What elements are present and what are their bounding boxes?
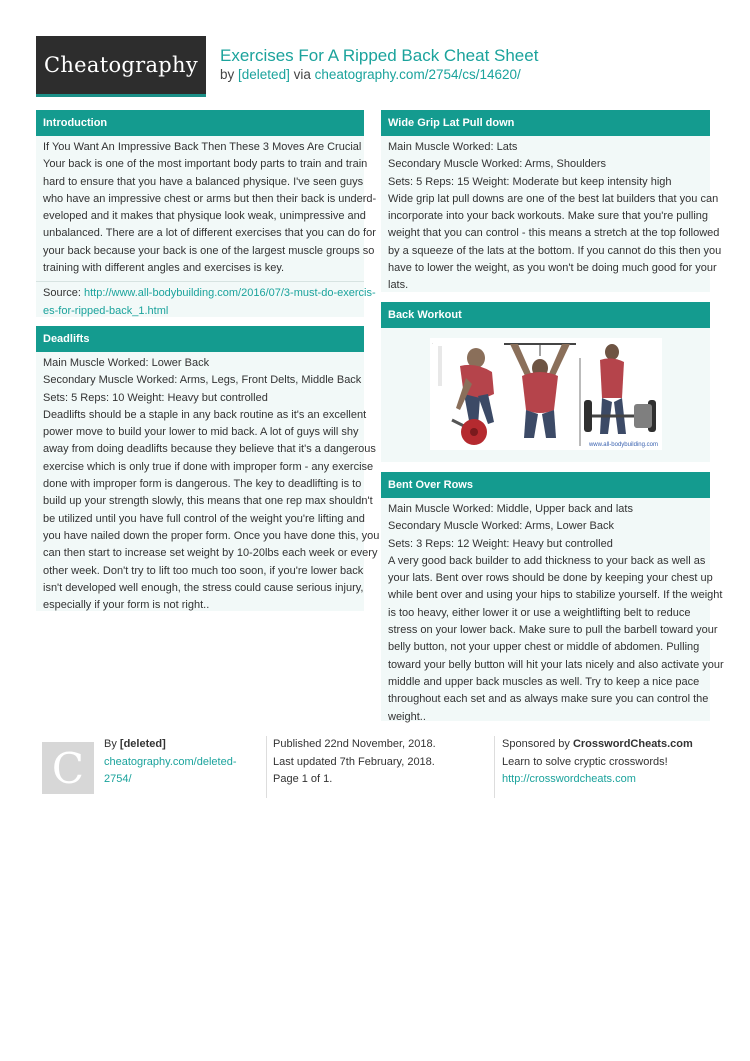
text-line: done with improper form is dangerous. The key to deadlifting is to <box>43 478 362 491</box>
text-line: especially if your form is not right.. <box>43 599 210 612</box>
text-line: by a squeeze of the lats at the bottom. If you cannot do this then you <box>388 244 722 257</box>
text-line: lats. <box>388 279 409 292</box>
text-line: build up your strength slowly, this means that one rep max shouldn't <box>43 495 373 508</box>
section-body <box>381 498 724 726</box>
text-line: Main Muscle Worked: Lower Back <box>43 357 210 369</box>
avatar: C <box>42 742 94 794</box>
cheatography-logo[interactable]: Cheatography <box>36 36 206 94</box>
back-workout-illustration <box>430 338 662 450</box>
section-back-workout <box>381 302 710 462</box>
section-heading: Wide Grip Lat Pull down <box>381 110 710 136</box>
sponsor-prefix: Sponsored by <box>502 738 570 750</box>
sponsor-tagline: Learn to solve cryptic crosswords! <box>502 755 668 768</box>
footer-divider <box>266 736 267 798</box>
text-line: isn't developed well enough, the stress could cause serious injury, <box>43 581 364 594</box>
text-line: exercise which is only true if done with improper form - any exercise <box>43 460 374 473</box>
text-line: Your back is one of the most important body parts to train and train <box>43 158 368 171</box>
text-line: eveloped and it makes that physique look weak, unimpressive and <box>43 210 366 223</box>
text-line: belly button, not your upper chest or middle of abdomen. Pulling <box>388 641 700 654</box>
page-number: Page 1 of 1. <box>273 773 333 785</box>
cheatsheet-url-link[interactable]: cheatography.com/2754/cs/14620/ <box>314 67 521 82</box>
section-deadlifts <box>36 326 380 612</box>
section-body <box>36 352 380 614</box>
text-line: stress on your lower back. Make sure to pull the barbell toward your <box>388 624 718 637</box>
source-note <box>36 282 376 324</box>
text-line: other week. Don't try to lift too much too soon, if you're lower back <box>43 564 364 577</box>
text-line: A very good back builder to add thickness to your back as well as <box>388 554 706 567</box>
svg-text:.: . <box>431 340 433 345</box>
text-line: Secondary Muscle Worked: Arms, Shoulders <box>388 158 607 171</box>
text-line: Wide grip lat pull downs are one of the best lat builders that you can <box>388 192 719 205</box>
text-line: your lats. Bent over rows should be done by keeping your chest up <box>388 572 713 585</box>
text-line: your back because your back is one of the largest muscle groups so <box>43 244 375 257</box>
footer-author-name: [deleted] <box>119 738 166 750</box>
text-line: Secondary Muscle Worked: Arms, Legs, Front Delts, Middle Back <box>43 374 362 387</box>
text-line: toward your belly button will hit your lats nicely and also activate your <box>388 658 724 671</box>
text-line: unbalanced. There are a lot of different exercises that you can do for <box>43 227 376 240</box>
text-line: Deadlifts should be a staple in any back routine as it's an excellent <box>43 408 367 421</box>
footer-divider <box>494 736 495 798</box>
section-body <box>381 136 722 295</box>
text-line: have to lower the weight, as you won't be doing much good for your <box>388 262 717 275</box>
byline <box>220 67 521 82</box>
footer-author <box>104 736 237 789</box>
text-line: can then start to increase set weight by 10-20lbs each week or every <box>43 547 378 560</box>
text-line: Sets: 3 Reps: 12 Weight: Heavy but controlled <box>388 537 613 550</box>
text-line: power move to build your lower to mid back. A lot of guys will shy <box>43 426 359 439</box>
text-line: weight.. <box>388 710 426 723</box>
section-wide-grip-lat-pull-down <box>381 110 722 292</box>
source-label: Source: <box>43 287 81 300</box>
text-line: Sets: 5 Reps: 10 Weight: Heavy but controlled <box>43 391 268 404</box>
section-heading: Bent Over Rows <box>381 472 710 498</box>
text-line: Secondary Muscle Worked: Arms, Lower Back <box>388 520 614 533</box>
byline-prefix: by <box>220 67 235 82</box>
sponsor-link[interactable]: http://crosswordcheats.com <box>502 773 636 785</box>
text-line: training with different angles and exercises is key. <box>43 262 285 275</box>
published-date: Published 22nd November, 2018. <box>273 738 436 750</box>
text-line: away from doing deadlifts because they believe that it's a dangerous <box>43 443 376 456</box>
footer-author-link-continued[interactable]: 2754/ <box>104 773 132 785</box>
text-line: Sets: 5 Reps: 15 Weight: Moderate but keep intensity high <box>388 175 672 188</box>
page-title: Exercises For A Ripped Back Cheat Sheet <box>220 46 539 65</box>
text-line: middle and upper back muscles as well. Try to keep a nice pace <box>388 675 700 688</box>
text-line: incorporate into your back workouts. Make sure that you're pulling <box>388 210 709 223</box>
source-link[interactable]: http://www.all-bodybuilding.com/2016/07/3-must-do-exercis- <box>83 287 376 300</box>
updated-date: Last updated 7th February, 2018. <box>273 755 435 768</box>
section-heading: Introduction <box>36 110 364 136</box>
text-line: who have an impressive chest or arms but then their back is underd- <box>43 192 377 205</box>
text-line: is too heavy, either lower it or use a weightlifting belt to reduce <box>388 606 691 619</box>
text-line: be utilized until you have full control of the weight you're lifting and <box>43 512 365 525</box>
image-caption: www.all-bodybuilding.com <box>588 442 658 448</box>
section-heading: Back Workout <box>381 302 710 328</box>
sponsor-name: CrosswordCheats.com <box>572 738 693 750</box>
text-line: If You Want An Impressive Back Then These 3 Moves Are Crucial <box>43 141 362 153</box>
section-heading: Deadlifts <box>36 326 364 352</box>
text-line: Main Muscle Worked: Lats <box>388 141 518 153</box>
section-bent-over-rows <box>381 472 724 723</box>
section-body <box>36 136 377 277</box>
footer-dates <box>273 736 436 789</box>
source-link-continued[interactable]: es-for-ripped-back_1.html <box>43 304 169 317</box>
text-line: Main Muscle Worked: Middle, Upper back and lats <box>388 503 633 515</box>
section-introduction <box>36 110 377 317</box>
text-line: while bent over and using your hips to stabilize yourself. If the weight <box>388 589 723 602</box>
text-line: throughout each set and as always make sure you can control the <box>388 693 709 706</box>
author-link[interactable]: [deleted] <box>238 67 290 82</box>
footer-sponsor <box>502 736 693 789</box>
byline-via: via <box>293 67 311 82</box>
footer-by-prefix: By <box>104 738 117 750</box>
text-line: hard to ensure that you have a balanced physique. I've seen guys <box>43 175 364 188</box>
text-line: weight that you can control - this means a stretch at the top followed <box>388 227 720 240</box>
footer-author-link[interactable]: cheatography.com/deleted- <box>104 755 237 768</box>
text-line: you have nailed down the proper form. Once you have done this, you <box>43 529 380 542</box>
